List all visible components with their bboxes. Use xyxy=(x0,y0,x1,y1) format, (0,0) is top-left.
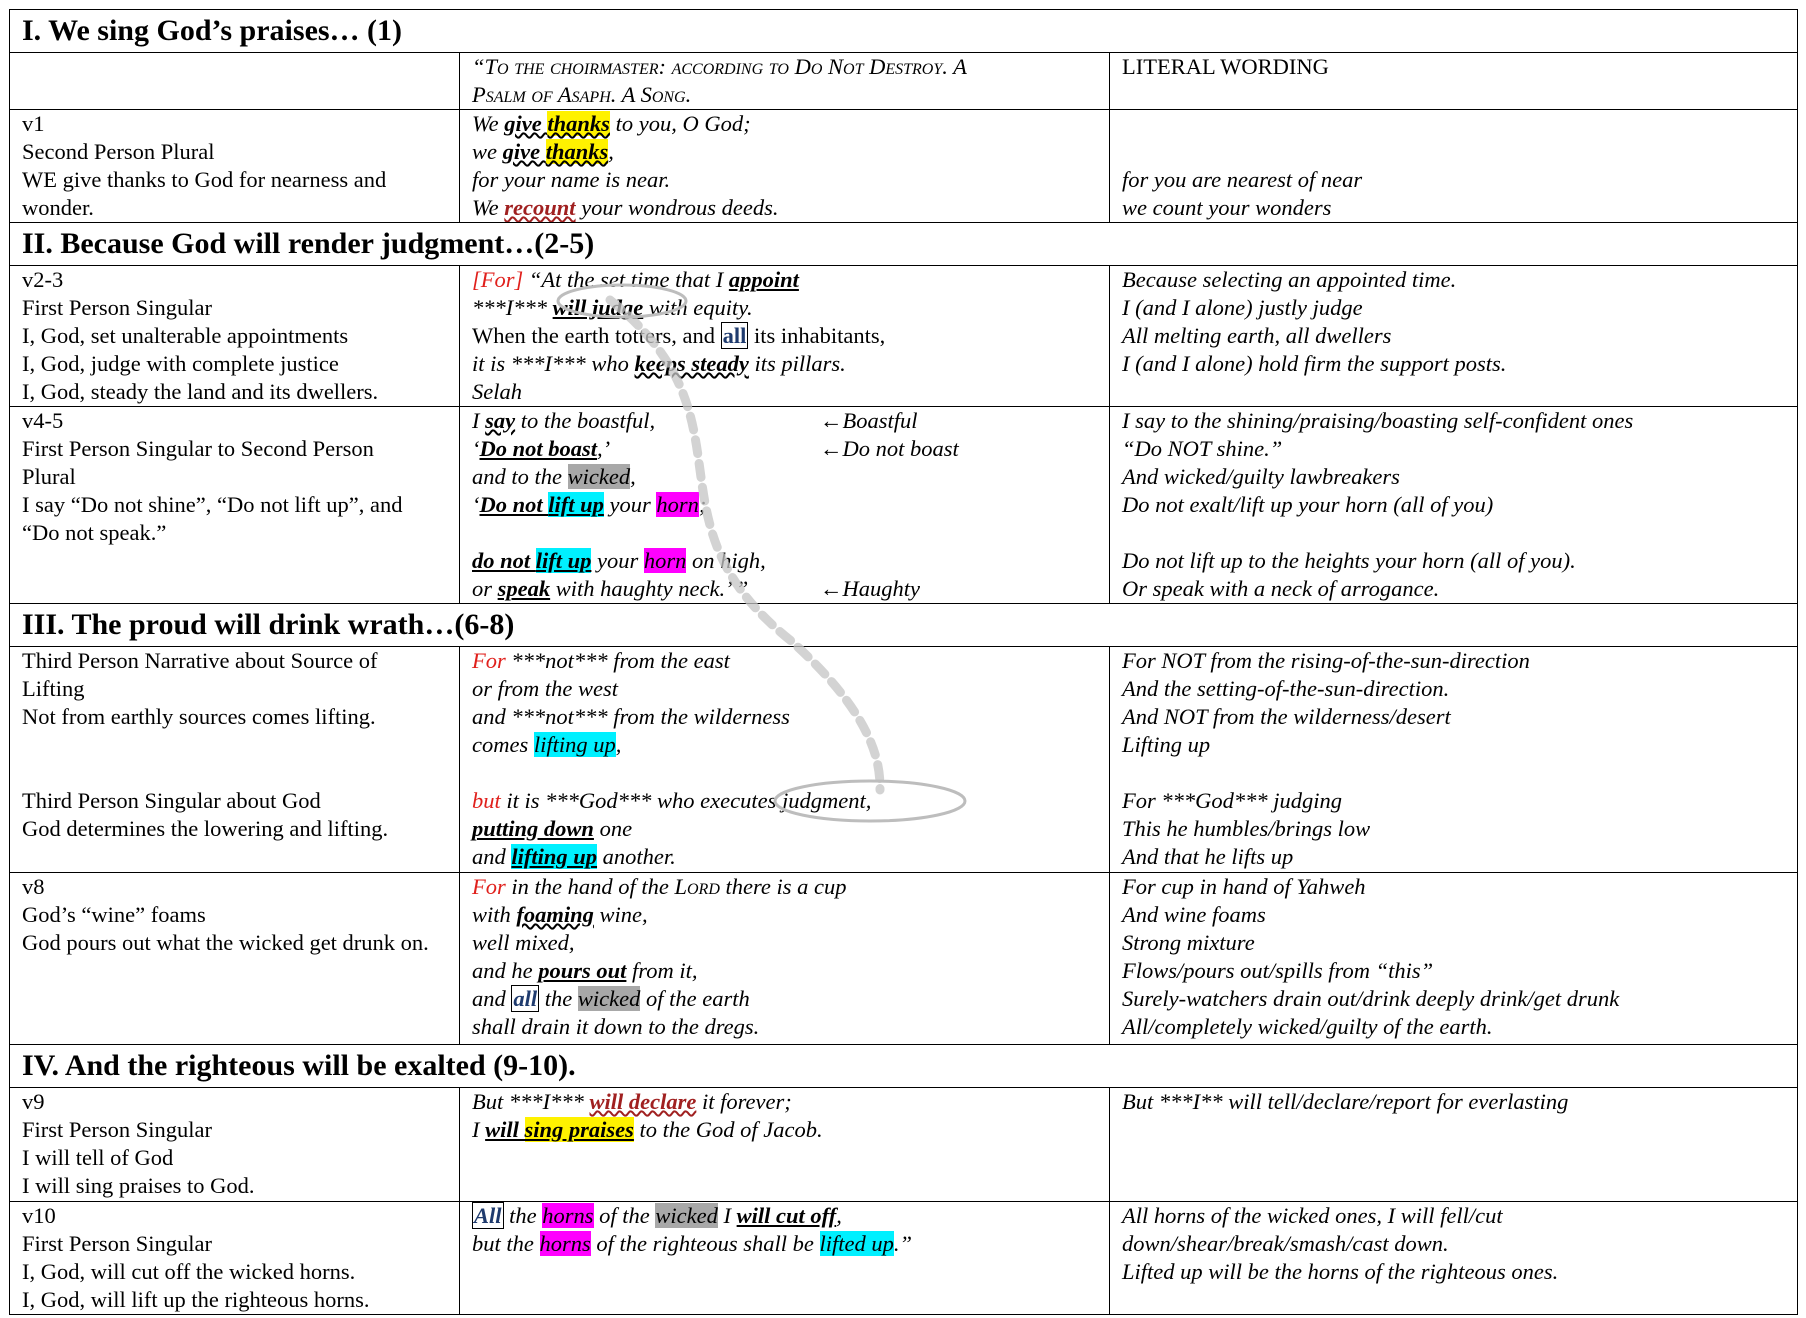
literal-line: All/completely wicked/guilty of the earth. xyxy=(1122,1014,1493,1039)
literal-line: This he humbles/brings low xyxy=(1122,816,1371,841)
label-cell xyxy=(10,873,460,1045)
blank-line xyxy=(472,519,1097,547)
literal-line: All horns of the wicked ones, I will fell/cut xyxy=(1122,1203,1503,1228)
literal-cell xyxy=(1110,873,1798,1045)
text-line: For in the hand of the Lord there is a cup xyxy=(472,874,847,899)
text-line: shall drain it down to the dregs. xyxy=(472,1014,760,1039)
literal-line: Do not lift up to the heights your horn (all of you). xyxy=(1122,548,1576,573)
psalm-outline-table xyxy=(9,9,1798,1315)
label-line: I, God, set unalterable appointments xyxy=(22,323,349,348)
label-cell xyxy=(10,110,460,223)
translation-cell xyxy=(460,266,1110,407)
label-line: Third Person Narrative about Source of xyxy=(22,648,378,673)
label-line: First Person Singular xyxy=(22,1117,213,1142)
literal-line xyxy=(1122,110,1785,138)
literal-line: All melting earth, all dwellers xyxy=(1122,323,1392,348)
text-line: For ***not*** from the east xyxy=(472,648,730,673)
label-line xyxy=(22,759,447,787)
label-line: I will sing praises to God. xyxy=(22,1173,255,1198)
text-line: ***I*** will judge with equity. xyxy=(472,295,753,320)
translation-cell xyxy=(460,407,1110,604)
superscription-line: “To the choirmaster: according to Do Not Destroy. A xyxy=(472,54,967,79)
text-line: and ***not*** from the wilderness xyxy=(472,704,790,729)
text-line: I say to the boastful, ←Boastful xyxy=(472,408,918,433)
label-line xyxy=(22,731,447,759)
text-line: I will sing praises to the God of Jacob. xyxy=(472,1117,823,1142)
label-line: WE give thanks to God for nearness and xyxy=(22,167,387,192)
literal-cell xyxy=(1110,266,1798,407)
verse-row-v6-7 xyxy=(10,647,1798,873)
translation-cell xyxy=(460,1088,1110,1202)
text-line: All the horns of the wicked I will cut off, xyxy=(474,1203,842,1228)
translation-cell xyxy=(460,1202,1110,1315)
literal-line: And wine foams xyxy=(1122,902,1266,927)
text-line: [For] “At the set time that I appoint xyxy=(472,267,799,292)
verse-number: v4-5 xyxy=(22,408,64,433)
literal-cell xyxy=(1110,407,1798,604)
label-line: God determines the lowering and lifting. xyxy=(22,816,389,841)
literal-line: I (and I alone) justly judge xyxy=(1122,295,1363,320)
literal-cell xyxy=(1110,1202,1798,1315)
text-line: putting down one xyxy=(472,816,633,841)
literal-line: Surely-watchers drain out/drink deeply drink/get drunk xyxy=(1122,986,1620,1011)
label-line: First Person Singular to Second Person xyxy=(22,436,374,461)
text-line: Selah xyxy=(472,379,522,404)
verse-number: v8 xyxy=(22,874,45,899)
section-heading-1: I. We sing God’s praises… (1) xyxy=(10,10,1798,53)
section-heading-3: III. The proud will drink wrath…(6-8) xyxy=(10,604,1798,647)
literal-line: Or speak with a neck of arrogance. xyxy=(1122,576,1440,601)
literal-line: Lifted up will be the horns of the righteous ones. xyxy=(1122,1259,1559,1284)
text-line: do not lift up your horn on high, xyxy=(472,548,766,573)
literal-line: But ***I** will tell/declare/report for everlasting xyxy=(1122,1089,1569,1114)
text-line: and to the wicked, xyxy=(472,464,636,489)
text-line: comes lifting up, xyxy=(472,732,622,757)
text-line: but it is ***God*** who executes judgment, xyxy=(472,788,872,813)
text-line: and he pours out from it, xyxy=(472,958,698,983)
verse-number: v10 xyxy=(22,1203,56,1228)
label-line: God pours out what the wicked get drunk on. xyxy=(22,930,429,955)
literal-line: And the setting-of-the-sun-direction. xyxy=(1122,676,1450,701)
annotation-arrow: ←Do not boast xyxy=(820,436,959,461)
label-cell xyxy=(10,647,460,873)
label-cell xyxy=(10,1202,460,1315)
text-line: We give thanks to you, O God; xyxy=(472,111,751,136)
literal-line: Strong mixture xyxy=(1122,930,1255,955)
verse-number: v1 xyxy=(22,111,45,136)
literal-cell xyxy=(1110,110,1798,223)
text-line: But ***I*** will declare it forever; xyxy=(472,1089,792,1114)
label-line: First Person Singular xyxy=(22,295,213,320)
text-line: but the horns of the righteous shall be lifted up.” xyxy=(472,1231,913,1256)
label-line: God’s “wine” foams xyxy=(22,902,206,927)
label-line: Lifting xyxy=(22,676,85,701)
label-line: Third Person Singular about God xyxy=(22,788,321,813)
verse-row-v10 xyxy=(10,1202,1798,1315)
text-line: and lifting up another. xyxy=(472,844,676,869)
literal-line: For cup in hand of Yahweh xyxy=(1122,874,1366,899)
literal-line: for you are nearest of near xyxy=(1122,167,1363,192)
text-line: with foaming wine, xyxy=(472,902,648,927)
literal-line xyxy=(1122,759,1785,787)
literal-cell xyxy=(1110,1088,1798,1202)
translation-cell xyxy=(460,647,1110,873)
literal-line: Because selecting an appointed time. xyxy=(1122,267,1457,292)
text-line: ‘Do not boast,’ ←Do not boast xyxy=(472,436,959,461)
literal-line: For NOT from the rising-of-the-sun-direction xyxy=(1122,648,1530,673)
text-line: for your name is near. xyxy=(472,167,671,192)
literal-line: And that he lifts up xyxy=(1122,844,1294,869)
verse-row-v9 xyxy=(10,1088,1798,1202)
verse-number: v2-3 xyxy=(22,267,64,292)
text-line: or from the west xyxy=(472,676,619,701)
section-heading-2: II. Because God will render judgment…(2-5) xyxy=(10,223,1798,266)
label-cell xyxy=(10,266,460,407)
verse-row-v2-3 xyxy=(10,266,1798,407)
label-cell xyxy=(10,53,460,110)
label-line: I, God, judge with complete justice xyxy=(22,351,339,376)
annotation-arrow: ←Haughty xyxy=(820,576,920,601)
text-line: or speak with haughty neck.’ ” ←Haughty xyxy=(472,576,920,601)
literal-line: And NOT from the wilderness/desert xyxy=(1122,704,1451,729)
text-line: we give thanks, xyxy=(472,139,614,164)
label-line: I say “Do not shine”, “Do not lift up”, and xyxy=(22,492,403,517)
superscription-cell xyxy=(460,53,1110,110)
label-line: wonder. xyxy=(22,195,94,220)
label-line: I, God, will lift up the righteous horns. xyxy=(22,1287,370,1312)
section-heading-4: IV. And the righteous will be exalted (9-10). xyxy=(10,1045,1798,1088)
label-line: First Person Singular xyxy=(22,1231,213,1256)
literal-line: Lifting up xyxy=(1122,732,1211,757)
literal-line: For ***God*** judging xyxy=(1122,788,1343,813)
label-line: I, God, steady the land and its dwellers. xyxy=(22,379,379,404)
literal-line xyxy=(1122,519,1785,547)
literal-heading: LITERAL WORDING xyxy=(1110,53,1798,110)
verse-row-v1 xyxy=(10,110,1798,223)
annotation-arrow: ←Boastful xyxy=(820,408,918,433)
literal-line: we count your wonders xyxy=(1122,195,1332,220)
label-line: “Do not speak.” xyxy=(22,520,167,545)
verse-row-v4-5 xyxy=(10,407,1798,604)
literal-line: Flows/pours out/spills from “this” xyxy=(1122,958,1434,983)
label-line: Not from earthly sources comes lifting. xyxy=(22,704,376,729)
translation-cell xyxy=(460,873,1110,1045)
label-cell xyxy=(10,407,460,604)
blank-line xyxy=(472,759,1097,787)
literal-line: I say to the shining/praising/boasting self-confident ones xyxy=(1122,408,1634,433)
verse-number: v9 xyxy=(22,1089,45,1114)
text-line: and all the wicked of the earth xyxy=(472,986,750,1011)
superscription-row xyxy=(10,53,1798,110)
label-line: Second Person Plural xyxy=(22,139,215,164)
text-line: When the earth totters, and all its inhabitants, xyxy=(472,323,886,348)
text-line: ‘Do not lift up your horn; xyxy=(472,492,707,517)
literal-line: “Do NOT shine.” xyxy=(1122,436,1283,461)
text-line: We recount your wondrous deeds. xyxy=(472,195,779,220)
verse-row-v8 xyxy=(10,873,1798,1045)
label-line: I will tell of God xyxy=(22,1145,174,1170)
label-line: I, God, will cut off the wicked horns. xyxy=(22,1259,356,1284)
literal-line: And wicked/guilty lawbreakers xyxy=(1122,464,1400,489)
translation-cell xyxy=(460,110,1110,223)
literal-line: down/shear/break/smash/cast down. xyxy=(1122,1231,1449,1256)
literal-cell xyxy=(1110,647,1798,873)
label-line: Plural xyxy=(22,464,76,489)
superscription-line: Psalm of Asaph. A Song. xyxy=(472,82,692,107)
literal-line xyxy=(1122,138,1785,166)
label-cell xyxy=(10,1088,460,1202)
literal-line: Do not exalt/lift up your horn (all of you) xyxy=(1122,492,1494,517)
text-line: it is ***I*** who keeps steady its pillars. xyxy=(472,351,846,376)
literal-line: I (and I alone) hold firm the support posts. xyxy=(1122,351,1507,376)
text-line: well mixed, xyxy=(472,930,575,955)
